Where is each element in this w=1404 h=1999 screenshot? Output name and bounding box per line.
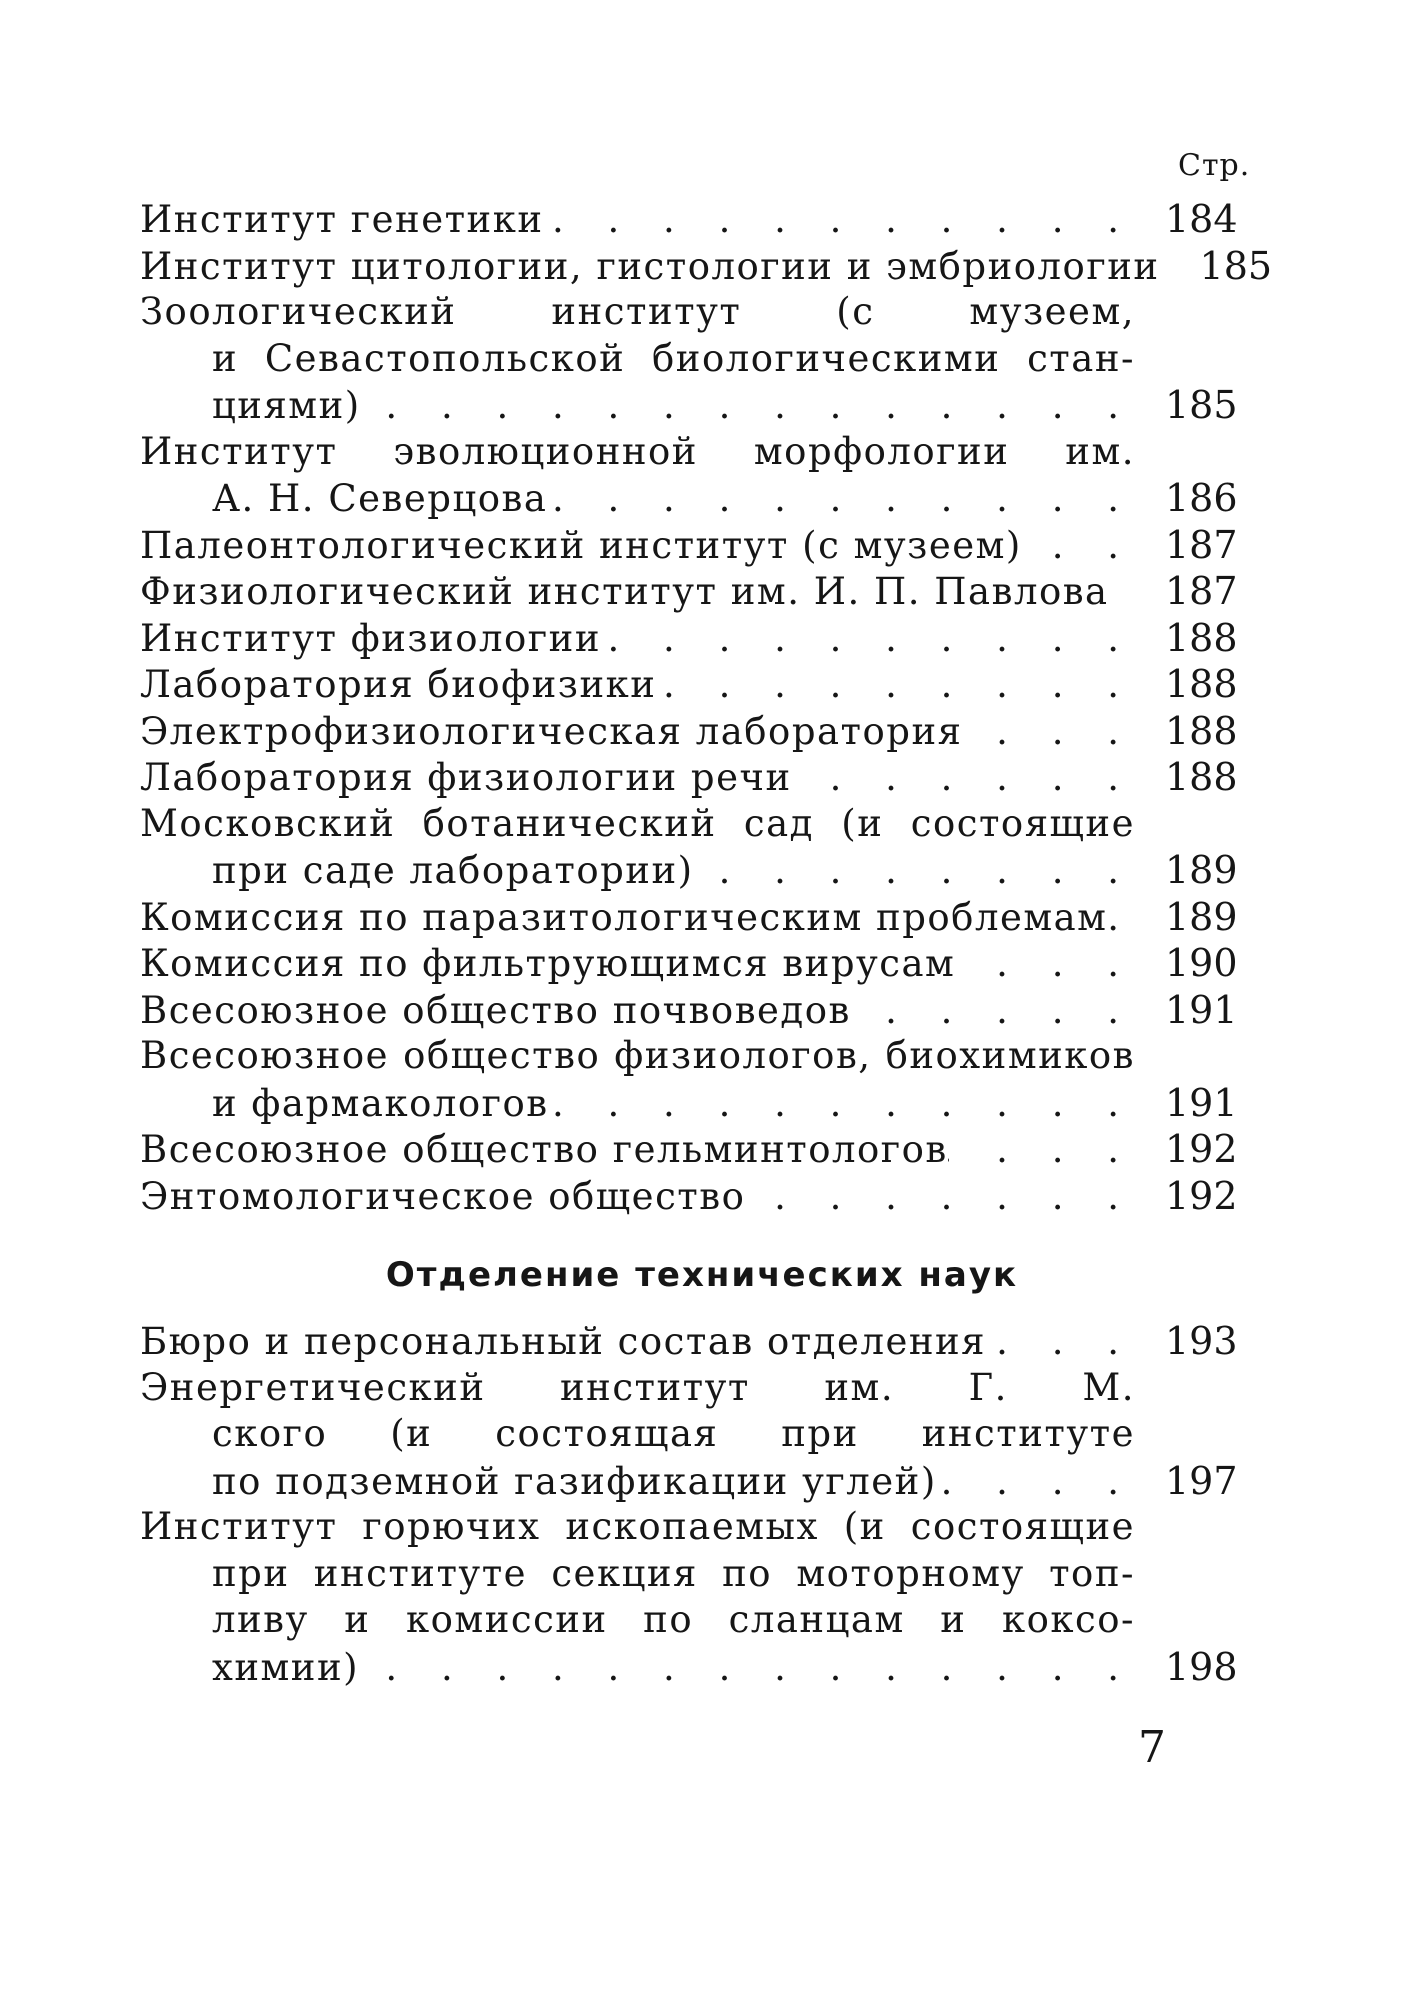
toc-entry-title: Электрофизиологическая лаборатория bbox=[140, 709, 963, 753]
dot-leader bbox=[745, 1174, 1135, 1221]
toc-entry-line bbox=[140, 1551, 1135, 1598]
toc-entry-title: при саде лаборатории) bbox=[212, 849, 694, 892]
toc-entry-page: 187 bbox=[1165, 569, 1238, 613]
dot-leader bbox=[359, 1645, 1135, 1692]
toc-entry-title: А. Н. Северцова bbox=[212, 477, 548, 520]
toc-entry-page: 185 bbox=[1165, 383, 1238, 427]
toc-entry-page: 189 bbox=[1165, 894, 1238, 939]
toc-entry-page: 185 bbox=[1199, 243, 1273, 288]
toc-entry bbox=[140, 1033, 1260, 1126]
toc-entry-line bbox=[140, 708, 1260, 755]
toc-entry-title: Всесоюзное общество гельминтологов bbox=[140, 1128, 948, 1171]
toc-entry-line bbox=[140, 1458, 1260, 1505]
toc-entry bbox=[140, 801, 1260, 894]
toc-entry-title: Институт физиологии bbox=[140, 616, 601, 660]
toc-entry-title: Комиссия по фильтрующимся вирусам bbox=[140, 942, 956, 985]
toc-entry-line bbox=[140, 1318, 1260, 1365]
dot-leader bbox=[361, 383, 1135, 430]
toc-entry-page: 187 bbox=[1165, 522, 1238, 567]
toc-entry-title: ского (и состоящая при институте bbox=[212, 1412, 1135, 1455]
toc-entry-title: Бюро и персональный состав отделения bbox=[140, 1320, 987, 1363]
toc-entry-line bbox=[140, 1173, 1260, 1220]
toc-entry-line bbox=[140, 336, 1135, 383]
toc-entry-title: и фармакологов bbox=[212, 1081, 549, 1125]
toc-entry bbox=[140, 522, 1260, 569]
toc-entry-title: ливу и комиссии по сланцам и коксо- bbox=[212, 1598, 1135, 1641]
toc-entry-title: Лаборатория биофизики bbox=[140, 663, 657, 706]
dot-leader bbox=[549, 1081, 1135, 1128]
toc-entry-title: при институте секция по моторному топ- bbox=[212, 1551, 1135, 1595]
toc-entry-line bbox=[140, 1126, 1260, 1173]
toc-entry-title: по подземной газификации углей) bbox=[212, 1459, 937, 1503]
toc-entry-title: Палеонтологический институт (с музеем) bbox=[140, 523, 1022, 567]
toc-entry-line bbox=[140, 429, 1135, 476]
toc-entry-title: Лаборатория физиологии речи bbox=[140, 756, 792, 799]
toc-entry bbox=[140, 940, 1260, 987]
toc-entry bbox=[140, 1126, 1260, 1173]
dot-leader bbox=[792, 755, 1135, 802]
dot-leader bbox=[601, 616, 1135, 663]
toc-entry-page: 192 bbox=[1165, 1127, 1238, 1171]
section-heading: Отделение технических наук bbox=[385, 1255, 1019, 1295]
toc-entry-title: Институт эволюционной морфологии им. bbox=[140, 429, 1135, 473]
toc-entry-line bbox=[140, 987, 1260, 1034]
toc-entry-page: 191 bbox=[1165, 987, 1238, 1032]
toc-entry-line bbox=[140, 1365, 1135, 1412]
toc-entry bbox=[140, 615, 1260, 662]
toc-entry-line bbox=[140, 661, 1260, 708]
dot-leader bbox=[963, 709, 1136, 756]
toc-entry-title: Институт цитологии, гистологии и эмбриологии bbox=[140, 244, 1160, 288]
dot-leader bbox=[694, 848, 1135, 895]
toc-entry-title: и Севастопольской биологическими стан- bbox=[212, 336, 1135, 380]
toc-entry bbox=[140, 1318, 1260, 1365]
toc-entry bbox=[140, 1173, 1260, 1220]
dot-leader bbox=[656, 662, 1135, 709]
toc-entry-line bbox=[140, 196, 1260, 243]
toc-entry-line bbox=[140, 1597, 1135, 1644]
toc-entry-title: Институт генетики bbox=[140, 198, 544, 241]
toc-list-technical bbox=[140, 1318, 1260, 1690]
dot-leader bbox=[547, 476, 1135, 523]
toc-entry-page: 184 bbox=[1165, 197, 1238, 241]
toc-entry-page: 186 bbox=[1165, 476, 1238, 520]
toc-entry-line bbox=[140, 568, 1260, 615]
toc-entry-line bbox=[140, 1411, 1135, 1458]
toc-entry bbox=[140, 568, 1260, 615]
toc-entry-title: циями) bbox=[212, 384, 361, 427]
toc-entry-line bbox=[140, 1033, 1135, 1080]
toc-entry-title: Физиологический институт им. И. П. Павлова bbox=[140, 570, 1109, 613]
toc-entry bbox=[140, 987, 1260, 1034]
toc-entry bbox=[140, 754, 1260, 801]
dot-leader bbox=[986, 1319, 1135, 1366]
toc-entry-title: Всесоюзное общество почвоведов bbox=[140, 988, 851, 1032]
dot-leader bbox=[851, 988, 1135, 1035]
toc-entry-line bbox=[140, 382, 1260, 429]
toc-list-biology bbox=[140, 196, 1273, 1219]
toc-entry bbox=[140, 1365, 1260, 1505]
dot-leader bbox=[948, 1127, 1135, 1174]
toc-entry-line bbox=[140, 615, 1260, 662]
dot-leader bbox=[937, 1459, 1135, 1506]
toc-entry-title: Энтомологическое общество bbox=[140, 1174, 746, 1218]
toc-entry-page: 188 bbox=[1165, 755, 1238, 799]
toc-entry-line bbox=[140, 801, 1135, 848]
toc-entry-page: 188 bbox=[1165, 708, 1238, 753]
toc-entry-page: 193 bbox=[1165, 1319, 1238, 1363]
toc-entry-page: 189 bbox=[1165, 848, 1238, 892]
toc-entry-title: Всесоюзное общество физиологов, биохимиков bbox=[140, 1034, 1135, 1077]
dot-leader bbox=[955, 941, 1135, 988]
toc-entry bbox=[140, 196, 1260, 243]
toc-entry-line bbox=[140, 475, 1260, 522]
toc-entry-line bbox=[140, 522, 1260, 569]
toc-entry-page: 198 bbox=[1165, 1644, 1238, 1689]
toc-entry-line bbox=[140, 894, 1260, 941]
toc-entry bbox=[140, 661, 1260, 708]
toc-entry-line bbox=[140, 243, 1273, 290]
toc-entry-title: Комиссия по паразитологическим проблемам bbox=[140, 895, 1108, 939]
toc-entry-title: Энергетический институт им. Г. М. bbox=[140, 1365, 1135, 1409]
toc-entry-title: химии) bbox=[212, 1645, 360, 1689]
toc-entry-line bbox=[140, 847, 1260, 894]
toc-entry bbox=[140, 429, 1260, 522]
toc-entry-line bbox=[140, 940, 1260, 987]
toc-entry bbox=[140, 708, 1260, 755]
toc-entry-line bbox=[140, 289, 1135, 336]
toc-entry bbox=[140, 1504, 1260, 1690]
toc-entry-line bbox=[140, 754, 1260, 801]
toc-entry-title: Зоологический институт (с музеем, bbox=[140, 290, 1135, 333]
toc-entry-title: Московский ботанический сад (и состоящие bbox=[140, 801, 1135, 845]
toc-entry-page: 197 bbox=[1165, 1458, 1238, 1503]
toc-entry-line bbox=[140, 1644, 1260, 1691]
toc-entry-page: 188 bbox=[1165, 615, 1238, 660]
toc-entry-title: Институт горючих ископаемых (и состоящие bbox=[140, 1505, 1135, 1548]
dot-leader bbox=[1022, 523, 1135, 570]
toc-entry bbox=[140, 243, 1273, 290]
toc-entry bbox=[140, 894, 1260, 941]
toc-entry-page: 192 bbox=[1165, 1173, 1238, 1218]
toc-entry-line bbox=[140, 1080, 1260, 1127]
toc-entry-page: 190 bbox=[1165, 941, 1238, 985]
toc-entry-line bbox=[140, 1504, 1135, 1551]
toc-entry-page: 191 bbox=[1165, 1080, 1238, 1125]
dot-leader bbox=[544, 197, 1135, 244]
toc-entry-page: 188 bbox=[1165, 662, 1238, 706]
page-column-label: Стр. bbox=[1178, 148, 1251, 183]
dot-leader bbox=[1107, 895, 1135, 942]
page-number: 7 bbox=[1138, 1722, 1166, 1773]
toc-entry bbox=[140, 289, 1260, 429]
